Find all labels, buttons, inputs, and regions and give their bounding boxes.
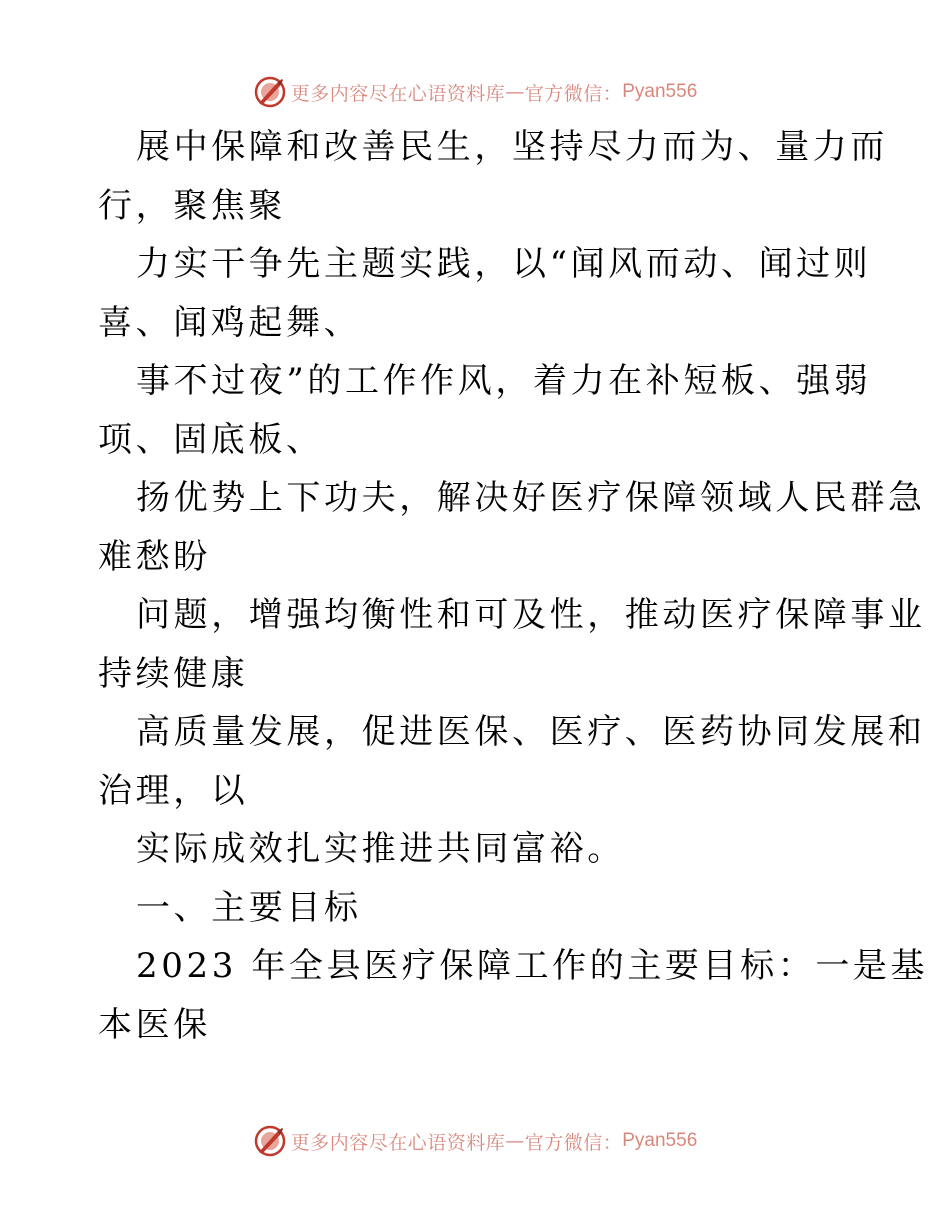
footer-watermark [0,1121,950,1161]
watermark-text: 更多内容尽在心语资料库 [290,1131,506,1154]
watermark-account: Pyan556 [622,1130,698,1151]
paragraph-line: 事不过夜”的工作作风，着力在补短板、强弱 [136,361,872,401]
header-watermark [0,72,950,112]
watermark-dash: — [505,81,525,103]
paragraph-line: 难愁盼 [98,536,211,577]
paragraph-line: 喜、闻鸡起舞、 [98,302,362,343]
paragraph-line: 高质量发展，促进医保、医疗、医药协同发展和 [136,712,926,752]
paragraph-line: 实际成效扎实推进共同富裕。 [136,829,625,869]
paragraph-line: 力实干争先主题实践，以“闻风而动、闻过则 [136,244,872,284]
watermark-dash: — [505,1130,525,1152]
section-heading: 一、主要目标 [136,887,362,928]
paragraph-line: 行，聚焦聚 [98,185,286,226]
paragraph-line: 持续健康 [98,653,249,694]
paragraph-line: 问题，增强均衡性和可及性，推动医疗保障事业 [136,595,926,635]
watermark-label: 官方微信： [524,1131,623,1154]
watermark-account: Pyan556 [622,81,698,102]
paragraph-line: 治理，以 [98,770,249,811]
quill-logo-icon [253,75,287,109]
paragraph-line: 扬优势上下功夫，解决好医疗保障领域人民群急 [136,478,926,518]
paragraph-line: 项、固底板、 [98,419,324,460]
paragraph-line: 本医保 [98,1004,211,1045]
watermark-text: 更多内容尽在心语资料库 [290,82,506,105]
watermark-label: 官方微信： [524,82,623,105]
paragraph-line: 2023 年全县医疗保障工作的主要目标：一是基 [136,946,929,986]
paragraph-line: 展中保障和改善民生，坚持尽力而为、量力而 [136,127,888,167]
document-body [98,118,929,1054]
quill-logo-icon [253,1124,287,1158]
